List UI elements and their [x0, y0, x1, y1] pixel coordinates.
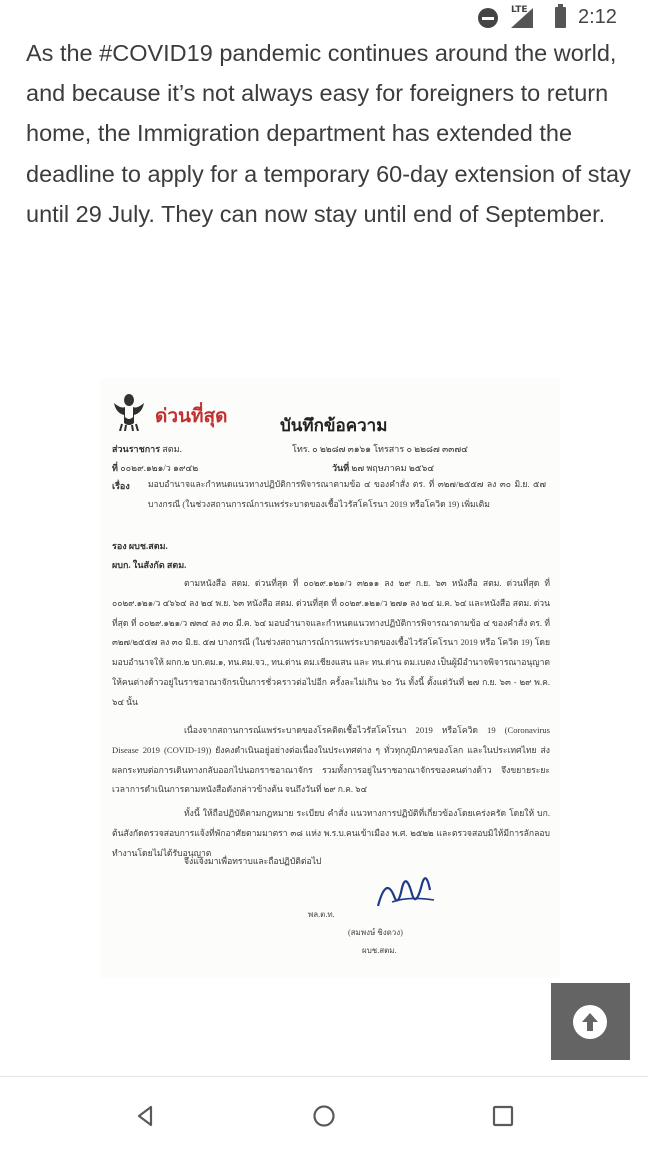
agency-label: ส่วนราชการ	[112, 444, 161, 454]
paragraph-3: ทั้งนี้ ให้ถือปฏิบัติตามกฎหมาย ระเบียบ คำสั่ง แนวทางการปฏิบัติที่เกี่ยวข้องโดยเคร่งครัด โดยให้ บก. ต้นสังกัดตรวจสอบการแจ้งที่พักอาศัยตามมาตรา ๓๘ แห่ง พ.ร.บ.คนเข้าเมือง พ.ศ. ๒๕๒๒ และตรวจสอบมิให้มีการลักลอบทำงานโดยไม่ได้รับอนุญาต	[112, 808, 550, 858]
signature-image	[372, 866, 442, 914]
closing-line: จึงแจ้งมาเพื่อทราบและถือปฏิบัติต่อไป	[184, 856, 322, 866]
memo-document-image	[100, 378, 560, 978]
recipient-line-1: รอง ผบช.สตม.	[112, 541, 168, 551]
subject-text: มอบอำนาจและกำหนดแนวทางปฏิบัติการพิจารณาตามข้อ ๔ ของคำสั่ง ตร. ที่ ๓๒๗/๒๕๕๗ ลง ๓๐ มิ.ย. ๕๗ บางกรณี (ในช่วงสถานการณ์การแพร่ระบาดของเชื้อไวรัสโคโรนา 2019 หรือโควิด 19) เพิ่มเติม	[148, 479, 546, 509]
date-line	[332, 461, 434, 475]
recipient-line-2: ผบก. ในสังกัด สตม.	[112, 560, 187, 570]
memo-title: บันทึกข้อความ	[280, 416, 388, 435]
paragraph-2: เนื่องจากสถานการณ์แพร่ระบาดของโรคติดเชื้อไวรัสโคโรนา 2019 หรือโควิด 19 (Coronavirus Disease 2019 (COVID-19)) ยังคงดำเนินอยู่อย่างต่อเนื่องในประเทศต่าง ๆ ทั่วทุกภูมิภาคของโลก และในประเทศไทย ส่งผลกระทบต่อการเดินทางกลับออกไปนอกราชอาณาจักร รวมทั้งการอยู่ในราชอาณาจักรของคนต่างด้าว จึงขยายระยะเวลาการดำเนินการตามหนังสือดังกล่าวข้างต้น จนถึงวันที่ ๒๙ ก.ค. ๖๔	[112, 725, 550, 795]
reference-line	[112, 461, 198, 475]
home-button[interactable]	[311, 1103, 337, 1129]
network-type-label: LTE	[511, 5, 528, 15]
circle-home-icon	[315, 1107, 334, 1126]
triangle-back-icon	[139, 1107, 151, 1125]
agency-value: สตม.	[162, 444, 182, 454]
phone-line: โทร. ๐ ๒๒๘๗ ๓๑๖๑ โทรสาร ๐ ๒๒๘๗ ๓๓๗๔	[292, 444, 468, 454]
recents-button[interactable]	[490, 1103, 516, 1129]
scroll-to-top-button[interactable]	[551, 983, 630, 1060]
date-label: วันที่	[332, 463, 350, 473]
signer-title: ผบช.สตม.	[362, 946, 397, 955]
square-recents-icon	[494, 1107, 512, 1125]
article-text: As the #COVID19 pandemic continues around the world, and because it’s not always easy for foreigners to return home, the Immigration department has extended the deadline to apply for a temporary 60-day extension of stay until 29 July. They can now stay until end of September.	[26, 40, 631, 227]
reference-value: ๐๐๒๙.๑๒๑/ว ๑๙๔๒	[120, 463, 199, 473]
reference-label: ที่	[112, 463, 118, 473]
signer-rank: พล.ต.ท.	[308, 910, 335, 919]
status-bar	[0, 0, 648, 36]
paragraph-1: ตามหนังสือ สตม. ด่วนที่สุด ที่ ๐๐๒๙.๑๒๑/ว ๓๒๑๑ ลง ๒๙ ก.ย. ๖๓ หนังสือ สตม. ด่วนที่สุด ที่ ๐๐๒๙.๑๒๑/ว ๔๖๖๔ ลง ๒๔ พ.ย. ๖๓ หนังสือ สตม. ด่วนที่สุด ที่ ๐๐๒๙.๑๒๑/ว ๒๗๑ ลง ๒๔ ม.ค. ๖๔ และหนังสือ สตม. ด่วนที่สุด ที่ ๐๐๒๙.๑๒๑/ว ๗๓๔ ลง ๓๐ มี.ค. ๖๔ มอบอำนาจและกำหนดแนวทางปฏิบัติการพิจารณาตามข้อ ๔ ของคำสั่ง ตร. ที่ ๓๒๗/๒๕๕๗ ลง ๓๐ มิ.ย. ๕๗ บางกรณี (ในช่วงสถานการณ์การแพร่ระบาดของเชื้อไวรัสโคโรนา 2019 หรือ โควิด 19) โดยมอบอำนาจให้ ผกก.๒ บก.ตม.๑, ทน.ตม.จว., ทน.ด่าน ตม.เชียงแสน และ ทน.ด่าน ตม.เบตง เป็นผู้มีอำนาจพิจารณาอนุญาตให้คนต่างด้าวอยู่ในราชอาณาจักรเป็นการชั่วคราวต่อไปอีก ครั้งละไม่เกิน ๖๐ วัน ทั้งนี้ ตั้งแต่วันที่ ๒๗ ก.ย. ๖๓ - ๒๙ พ.ค. ๖๔ นั้น	[112, 578, 550, 707]
do-not-disturb-icon	[478, 8, 498, 28]
urgent-label: ด่วนที่สุด	[155, 406, 228, 427]
arrow-up-circle-icon	[573, 1005, 607, 1039]
battery-icon	[555, 7, 566, 28]
back-button[interactable]	[133, 1103, 159, 1129]
agency-line	[112, 442, 182, 456]
signer-name: (สมพงษ์ ชิงดวง)	[348, 928, 403, 937]
date-value: ๒๗ พฤษภาคม ๒๕๖๔	[351, 463, 435, 473]
clock: 2:12	[578, 6, 617, 28]
subject-label: เรื่อง	[112, 481, 130, 491]
garuda-emblem-icon	[112, 391, 146, 431]
system-nav-bar	[0, 1076, 648, 1153]
